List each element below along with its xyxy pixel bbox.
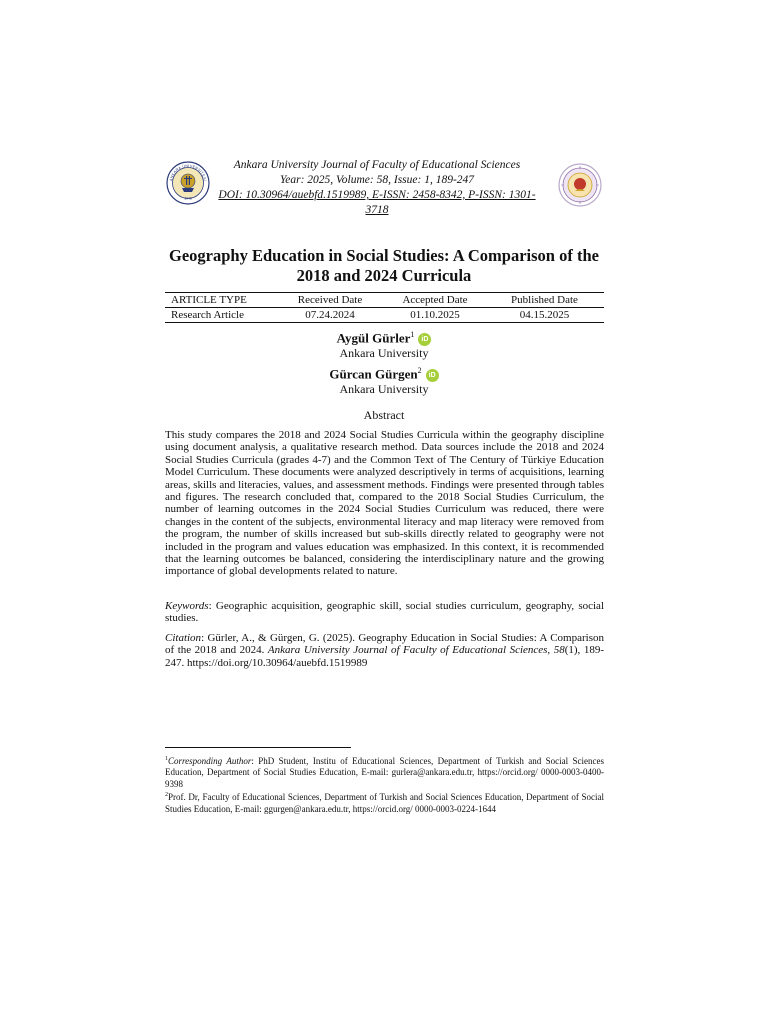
- dates-value-row: [165, 308, 604, 322]
- footnote-marker: 1: [165, 756, 168, 762]
- author-block: [200, 363, 568, 396]
- citation-label: Citation: [165, 632, 202, 644]
- header-published-date: Published Date: [511, 294, 578, 306]
- citation-text: : Gürler, A., & Gürgen, G. (2025). Geography Education in Social Studies: A Comparison of the 2018 and 2024.: [165, 632, 604, 657]
- abstract-heading: Abstract: [363, 408, 405, 422]
- citation-paragraph: [165, 632, 604, 669]
- author-affiliation: Ankara University: [339, 346, 429, 361]
- footnote-marker: 2: [165, 792, 168, 799]
- author-name: Gürcan Gürgen: [329, 366, 418, 382]
- journal-name: Ankara University Journal of Faculty of Educational Sciences: [233, 159, 521, 171]
- footnote-label: Corresponding Author: [168, 756, 252, 766]
- keywords-text: : Geographic acquisition, geographic skill, social studies curriculum, geography, social studies.: [165, 600, 604, 625]
- article-dates-table: [165, 292, 604, 323]
- value-received-date: 07.24.2024: [305, 309, 355, 321]
- footnotes: [165, 754, 604, 815]
- footnote-text: Prof. Dr, Faculty of Educational Sciences, Department of Turkish and Social Sciences Education, Department of Social Studies Education, E-mail: ggurgen@ankara.edu.tr, https://orcid.org/ 0000-0003-0224-1644: [165, 792, 604, 814]
- author-affiliation: Ankara University: [339, 382, 429, 397]
- footnote-item: [165, 790, 604, 815]
- author-name: Aygül Gürler: [336, 330, 411, 346]
- issue-line: Year: 2025, Volume: 58, Issue: 1, 189-247: [279, 174, 475, 186]
- author-footnote-marker: 1: [410, 330, 415, 339]
- university-seal-logo: [166, 161, 210, 205]
- dates-header-row: [165, 293, 604, 308]
- keywords-label: Keywords: [165, 600, 209, 612]
- faculty-emblem-logo: [558, 163, 602, 207]
- citation-journal: Ankara University Journal of Faculty of Educational Sciences, 58: [267, 644, 565, 657]
- orcid-icon[interactable]: iD: [426, 369, 439, 382]
- header-received-date: Received Date: [297, 294, 363, 306]
- svg-text:ANKARA ÜNİVERSİTESİ: ANKARA ÜNİVERSİTESİ: [169, 163, 207, 182]
- footnote-divider: [165, 747, 351, 748]
- abstract-text: This study compares the 2018 and 2024 Social Studies Curricula within the geography discipline using document analysis, a qualitative research method. Data sources include the 2018 and 2024 Social Studies Curricula (grades 4-7) and the Common Text of The Century of Türkiye Education Model Curriculum. These documents were analyzed descriptively in terms of acquisitions, learning areas, skills and literacies, values, and assessment methods. Findings were presented through tables and figures. The research concluded that, compared to the 2018 Social Studies Curriculum, the number of learning outcomes in the 2024 Social Studies Curriculum was reduced, there were changes in the content of the subjects, environmental literacy and map literacy were removed from the program, the number of skills increased but sub-skills directly related to geography were not included in the program and values education was emphasized. In this context, it is recommended that the learning outcomes be balanced, considering the interdisciplinary nature and the growing importance of global developments related to nature.: [165, 429, 604, 578]
- citation-doi[interactable]: (1), 189-247. https://doi.org/10.30964/auebfd.1519989: [165, 644, 604, 669]
- orcid-icon[interactable]: iD: [418, 333, 431, 346]
- journal-header: [212, 158, 542, 218]
- author-block: [200, 327, 568, 360]
- header-article-type: ARTICLE TYPE: [171, 294, 247, 306]
- doi-link[interactable]: DOI: 10.30964/auebfd.1519989, E-ISSN: 2458-8342, P-ISSN: 1301-3718: [218, 189, 536, 216]
- value-accepted-date: 01.10.2025: [410, 309, 460, 321]
- footnote-text: : PhD Student, Institu of Educational Sciences, Department of Turkish and Social Sciences Education, Department of Social Studies Education, E-mail: gurlera@ankara.edu.tr, https://orcid.org/ 0000-0003-0400-9398: [165, 756, 604, 789]
- article-title: Geography Education in Social Studies: A Comparison of the 2018 and 2024 Curricula: [169, 246, 599, 285]
- keywords-paragraph: [165, 600, 604, 625]
- header-accepted-date: Accepted Date: [402, 294, 468, 306]
- author-footnote-marker: 2: [417, 366, 422, 375]
- value-published-date: 04.15.2025: [519, 309, 570, 321]
- footnote-item: [165, 754, 604, 790]
- svg-text:1946: 1946: [184, 196, 192, 201]
- value-article-type: Research Article: [171, 309, 244, 321]
